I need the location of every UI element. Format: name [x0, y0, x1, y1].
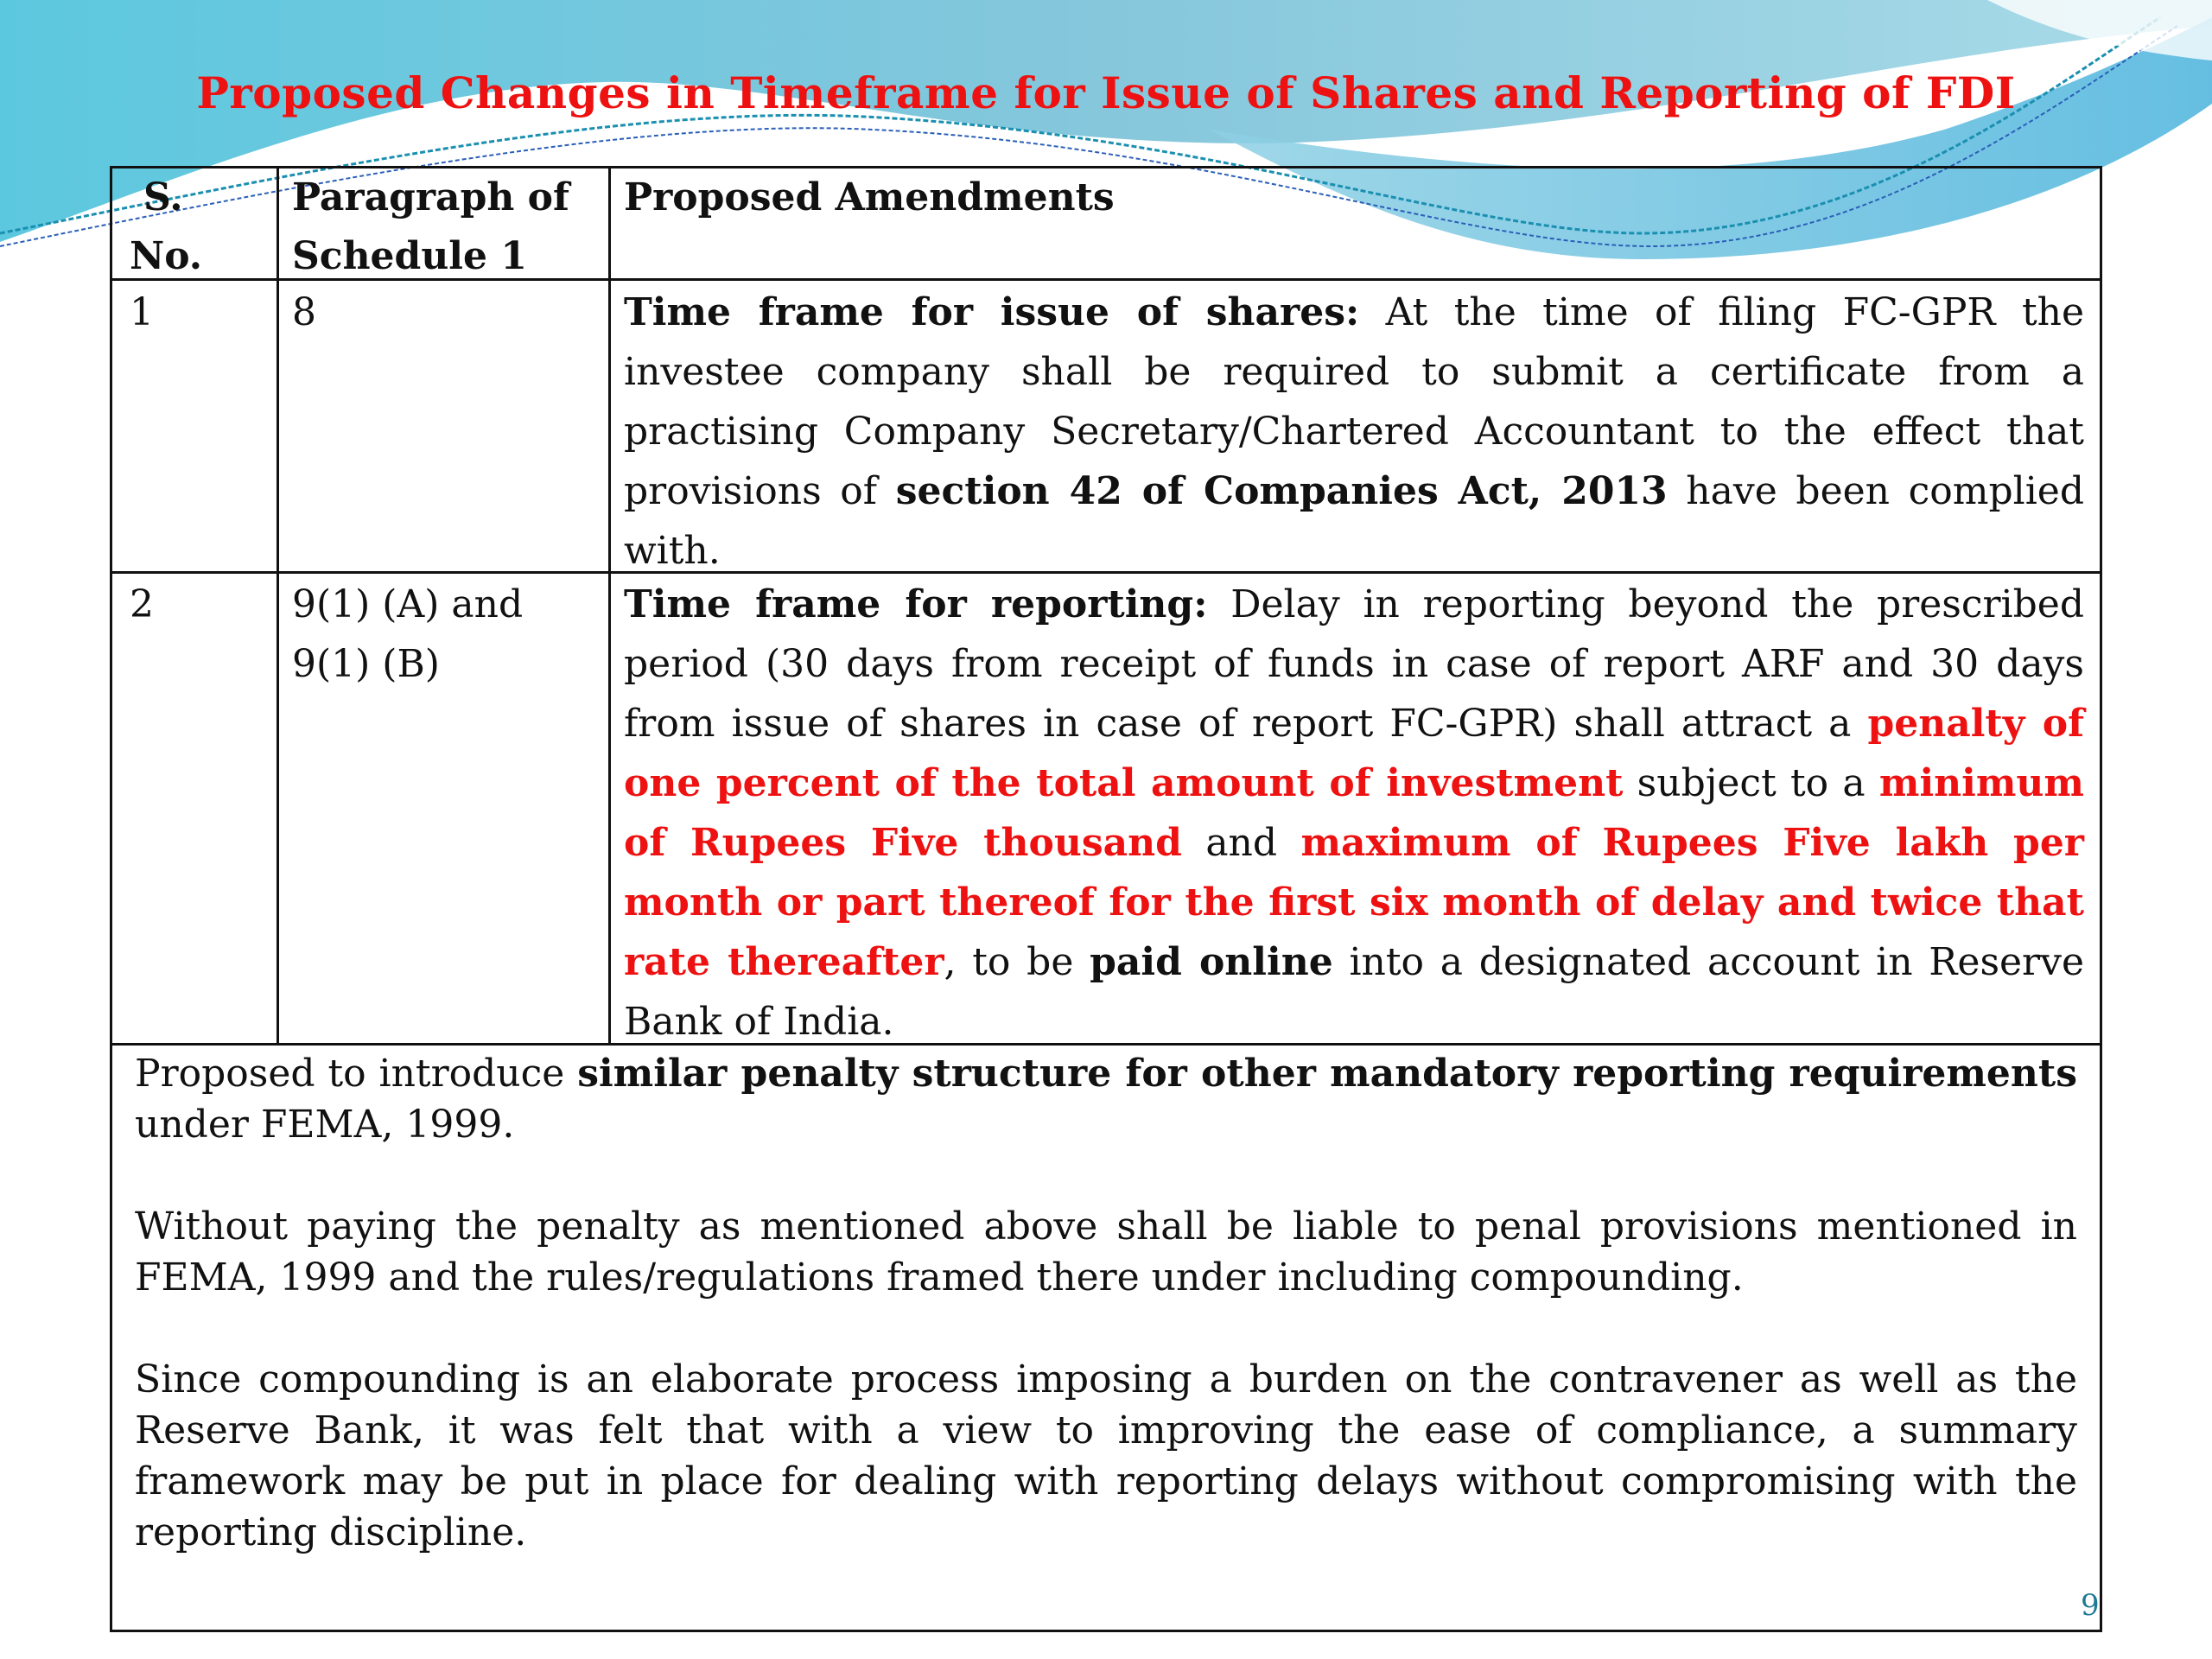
row-2-amendment: [624, 575, 2084, 1052]
row-2-red2: minimum of Rupees Five thousand: [624, 761, 2084, 865]
row-2-red3: maximum of Rupees Five lakh per month or part thereof for the first six month of delay and twice that rate thereafter: [624, 821, 2084, 984]
column-divider-2: [608, 168, 611, 1043]
amendments-table: [110, 166, 2102, 1632]
header-paragraph: [292, 168, 608, 286]
row-2-lead: Time frame for reporting:: [624, 582, 1208, 626]
note-3: Since compounding is an elaborate process imposing a burden on the contravener as well as the Reserve Bank, it was felt that with a view to improving the ease of compliance, a summary framework may be put in place for dealing with reporting delays without compromising with the reporting discipline.: [135, 1357, 2077, 1554]
row-2-paragraph-line1: 9(1) (A) and: [292, 582, 524, 626]
row-1-sno: 1: [130, 290, 154, 334]
row-2-text5: into a designated account in Reserve Bank of India.: [624, 940, 2084, 1044]
row-2-bold1: paid online: [1090, 940, 1333, 984]
note-1-bold1: similar penalty structure for other mandatory reporting requirements: [577, 1052, 2077, 1096]
header-paragraph-line1: Paragraph of: [292, 175, 569, 219]
note-1-text1: Proposed to introduce: [135, 1052, 578, 1096]
note-1: [135, 1048, 2077, 1150]
header-sno-line1: S.: [143, 175, 183, 219]
row-2-paragraph: [292, 575, 603, 694]
slide-title: Proposed Changes in Timeframe for Issue of Shares and Reporting of FDI: [196, 67, 2016, 118]
header-amendments: Proposed Amendments: [624, 175, 1115, 219]
row-2-red1: penalty of one percent of the total amount of investment: [624, 702, 2084, 805]
row-1-lead: Time frame for issue of shares:: [624, 290, 1360, 334]
row-2-text1: Delay in reporting beyond the prescribed period (30 days from receipt of funds in case of report ARF and 30 days from issue of shares in case of report FC-GPR) shall attract a: [624, 582, 2084, 746]
header-paragraph-line2: Schedule 1: [292, 234, 527, 278]
row-2-sno: 2: [130, 582, 154, 626]
header-sno: [130, 168, 276, 286]
row-1-bold1: section 42 of Companies Act, 2013: [895, 469, 1668, 513]
notes-section: [135, 1048, 2077, 1609]
header-sno-line2: No.: [130, 234, 203, 278]
row-1-paragraph: 8: [292, 290, 316, 334]
row-1-text1: At the time of filing FC-GPR the investee company shall be required to submit a certificate from a practising Company Secretary/Chartered Accountant to the effect that provisions of: [624, 290, 2084, 513]
row-2-paragraph-line2: 9(1) (B): [292, 642, 440, 686]
row-1-text2: have been complied with.: [624, 469, 2084, 573]
row-2-text3: and: [1181, 821, 1301, 865]
note-1-text2: under FEMA, 1999.: [135, 1103, 515, 1147]
column-divider-1: [276, 168, 279, 1043]
note-2: Without paying the penalty as mentioned above shall be liable to penal provisions mentioned in FEMA, 1999 and the rules/regulations framed there under including compounding.: [135, 1205, 2077, 1300]
row-2-text2: subject to a: [1623, 761, 1879, 805]
row-2-text4: , to be: [944, 940, 1090, 984]
page-number: 9: [2081, 1588, 2100, 1623]
row-1-amendment: [624, 283, 2084, 581]
